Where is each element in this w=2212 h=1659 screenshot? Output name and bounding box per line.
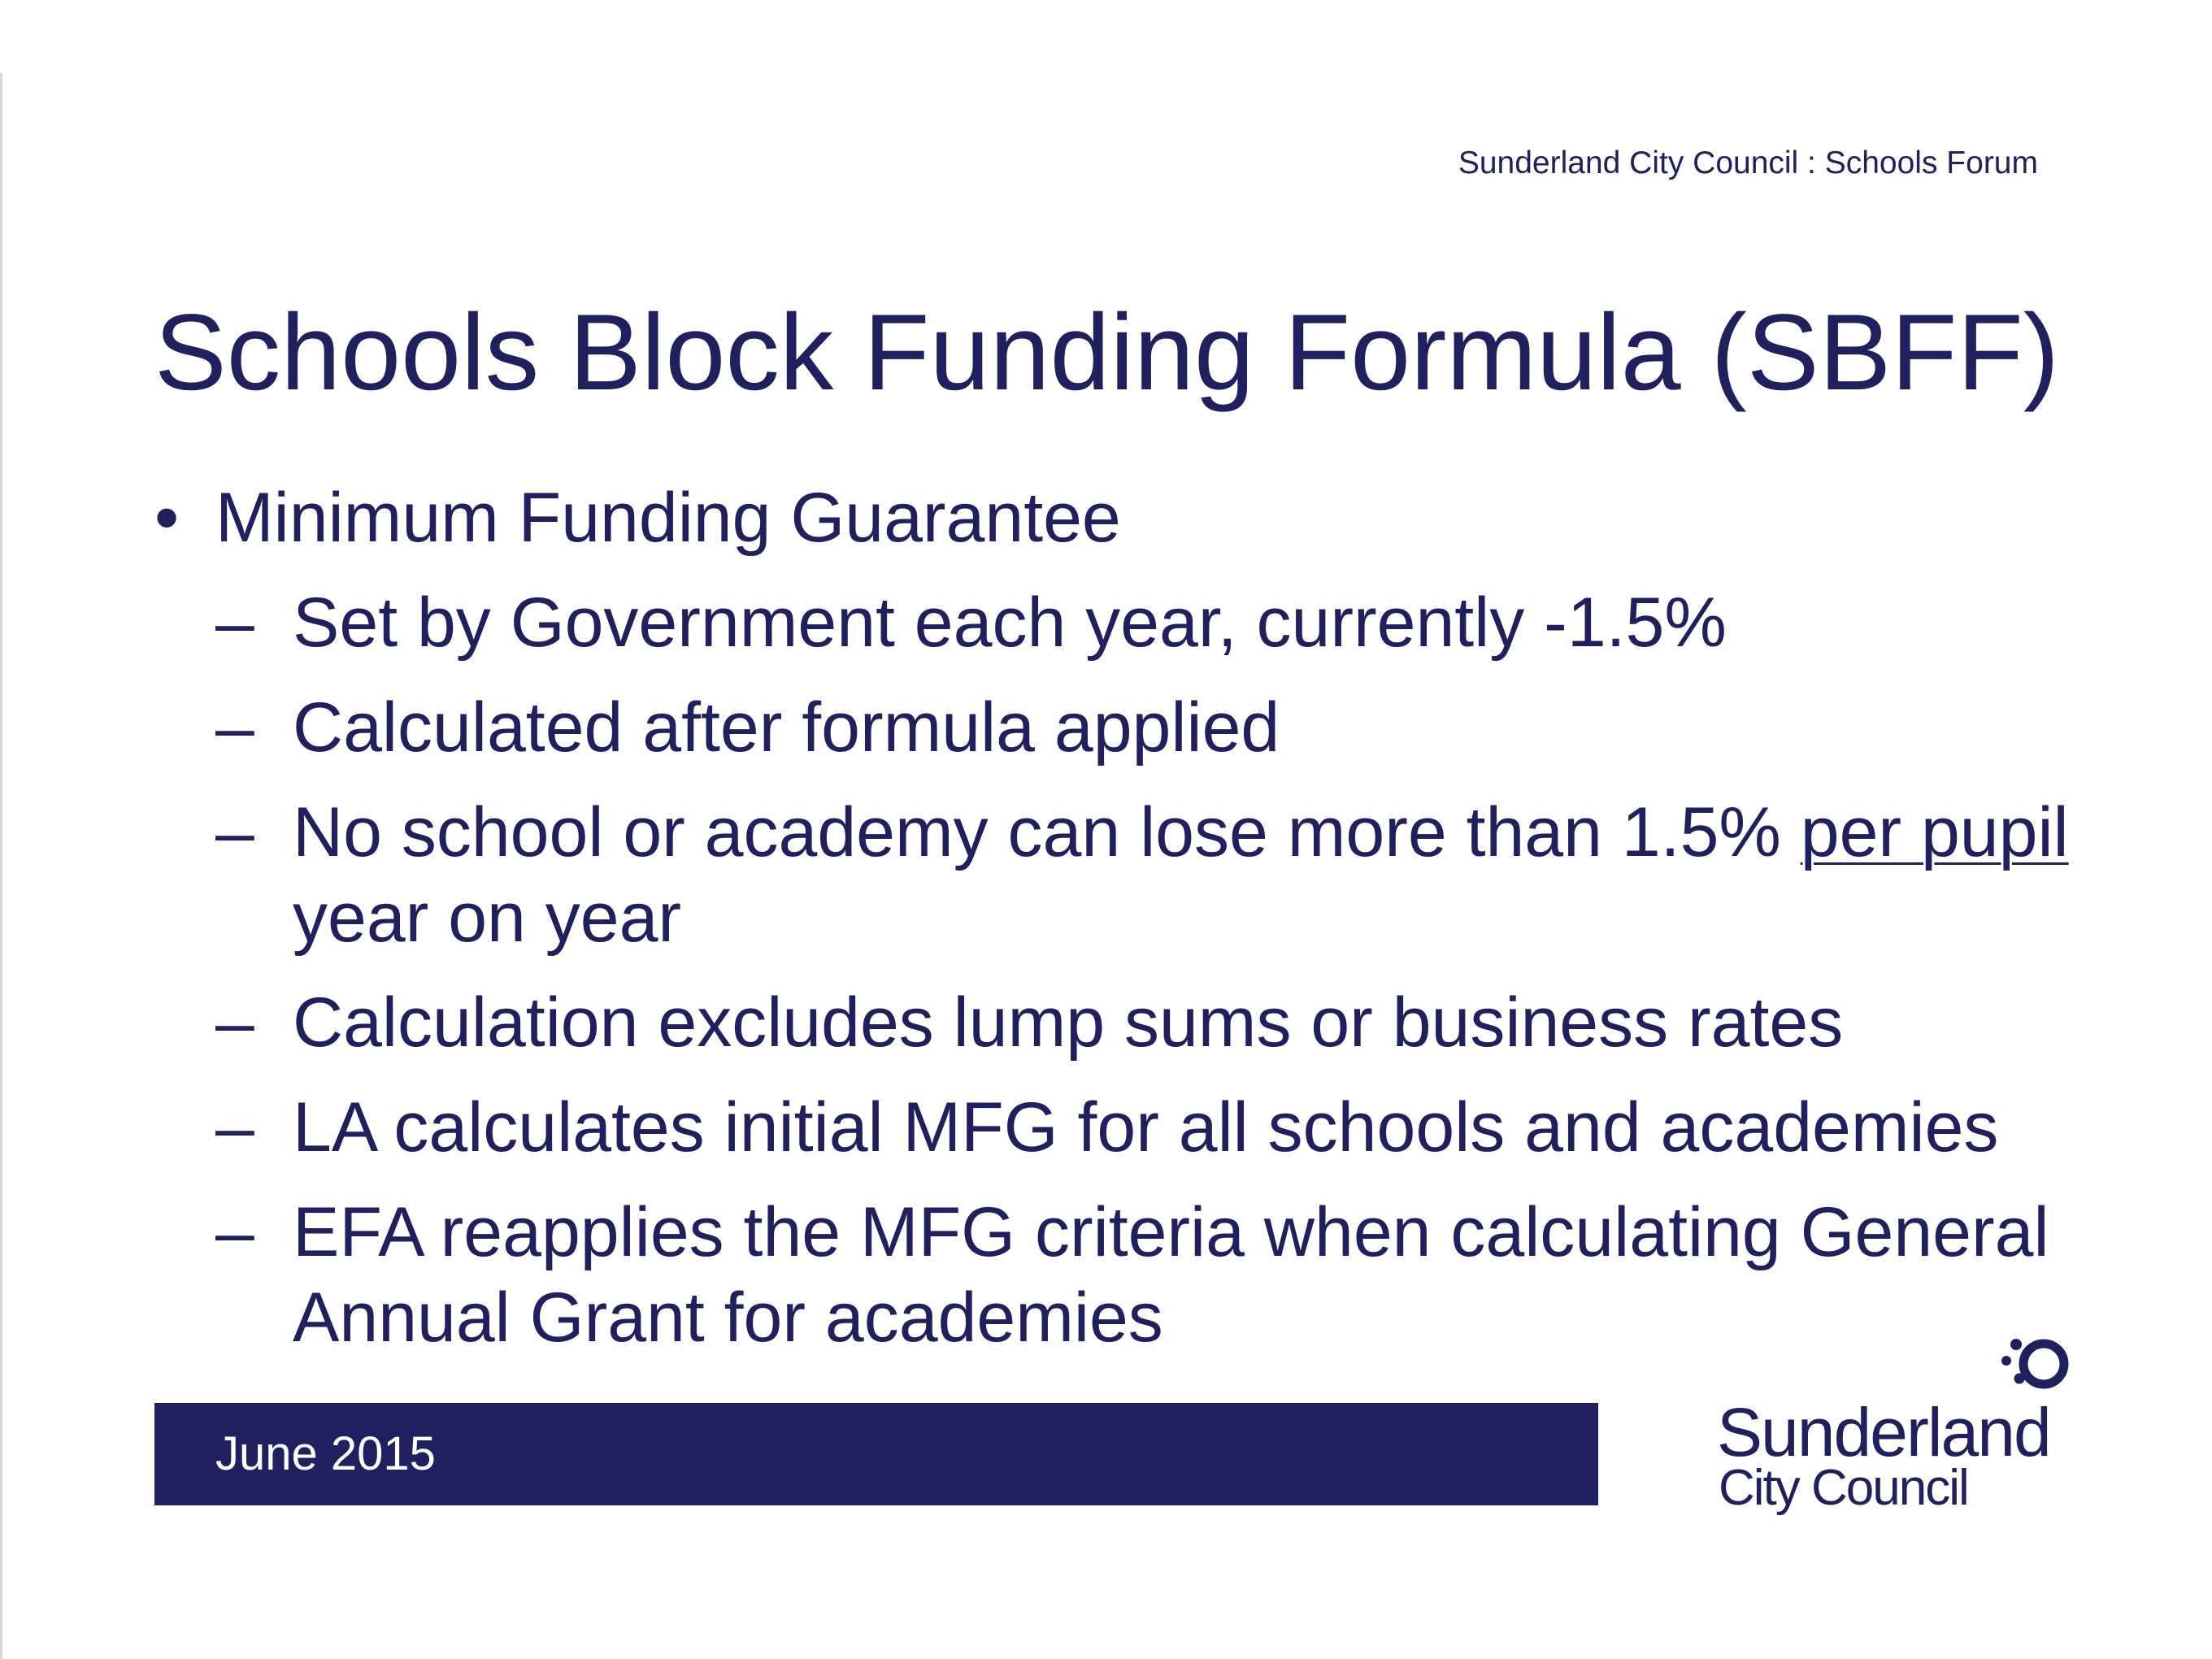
dash-icon: – bbox=[215, 793, 254, 871]
sub-item bbox=[154, 685, 2081, 771]
sub-item bbox=[154, 980, 2081, 1066]
sub-item bbox=[154, 1085, 2081, 1170]
council-logo bbox=[1717, 1331, 2075, 1527]
sub-list-container bbox=[154, 580, 2081, 1361]
sub-item-text-before: No school or academy can lose more than 1.5% bbox=[293, 793, 1801, 871]
sub-item-text: LA calculates initial MFG for all schools and academies bbox=[293, 1088, 1999, 1166]
sub-item-text: EFA reapplies the MFG criteria when calculating General Annual Grant for academies bbox=[293, 1193, 2049, 1357]
footer-date: June 2015 bbox=[215, 1427, 436, 1480]
dash-icon: – bbox=[215, 584, 254, 662]
sub-item-text: Calculation excludes lump sums or business rates bbox=[293, 984, 1844, 1062]
bullet-item-mfg bbox=[154, 476, 2081, 561]
sub-item-text: Calculated after formula applied bbox=[293, 688, 1280, 767]
dash-icon: – bbox=[215, 1088, 254, 1166]
dash-icon: – bbox=[215, 1193, 254, 1271]
bullet-list bbox=[154, 476, 2081, 1380]
left-edge-line bbox=[0, 73, 2, 1659]
bullet-dot-icon: • bbox=[154, 479, 180, 557]
dash-icon: – bbox=[215, 984, 254, 1062]
slide-title: Schools Block Funding Formula (SBFF) bbox=[154, 293, 2060, 413]
logo-text-city-council: City Council bbox=[1719, 1460, 1968, 1516]
sub-item bbox=[154, 580, 2081, 666]
underlined-per-pupil: per pupil bbox=[1800, 793, 2069, 871]
dash-icon: – bbox=[215, 688, 254, 767]
sub-item bbox=[154, 790, 2081, 961]
sub-list bbox=[154, 580, 2081, 1361]
sub-item-text: Set by Government each year, currently -1.5% bbox=[293, 584, 1727, 662]
sub-item-text-after: year on year bbox=[293, 879, 682, 957]
header-label: Sunderland City Council : Schools Forum bbox=[1458, 145, 2038, 180]
footer-bar bbox=[154, 1403, 1598, 1505]
logo-text-sunderland: Sunderland bbox=[1717, 1394, 2050, 1470]
bullet-text: Minimum Funding Guarantee bbox=[215, 479, 1121, 557]
